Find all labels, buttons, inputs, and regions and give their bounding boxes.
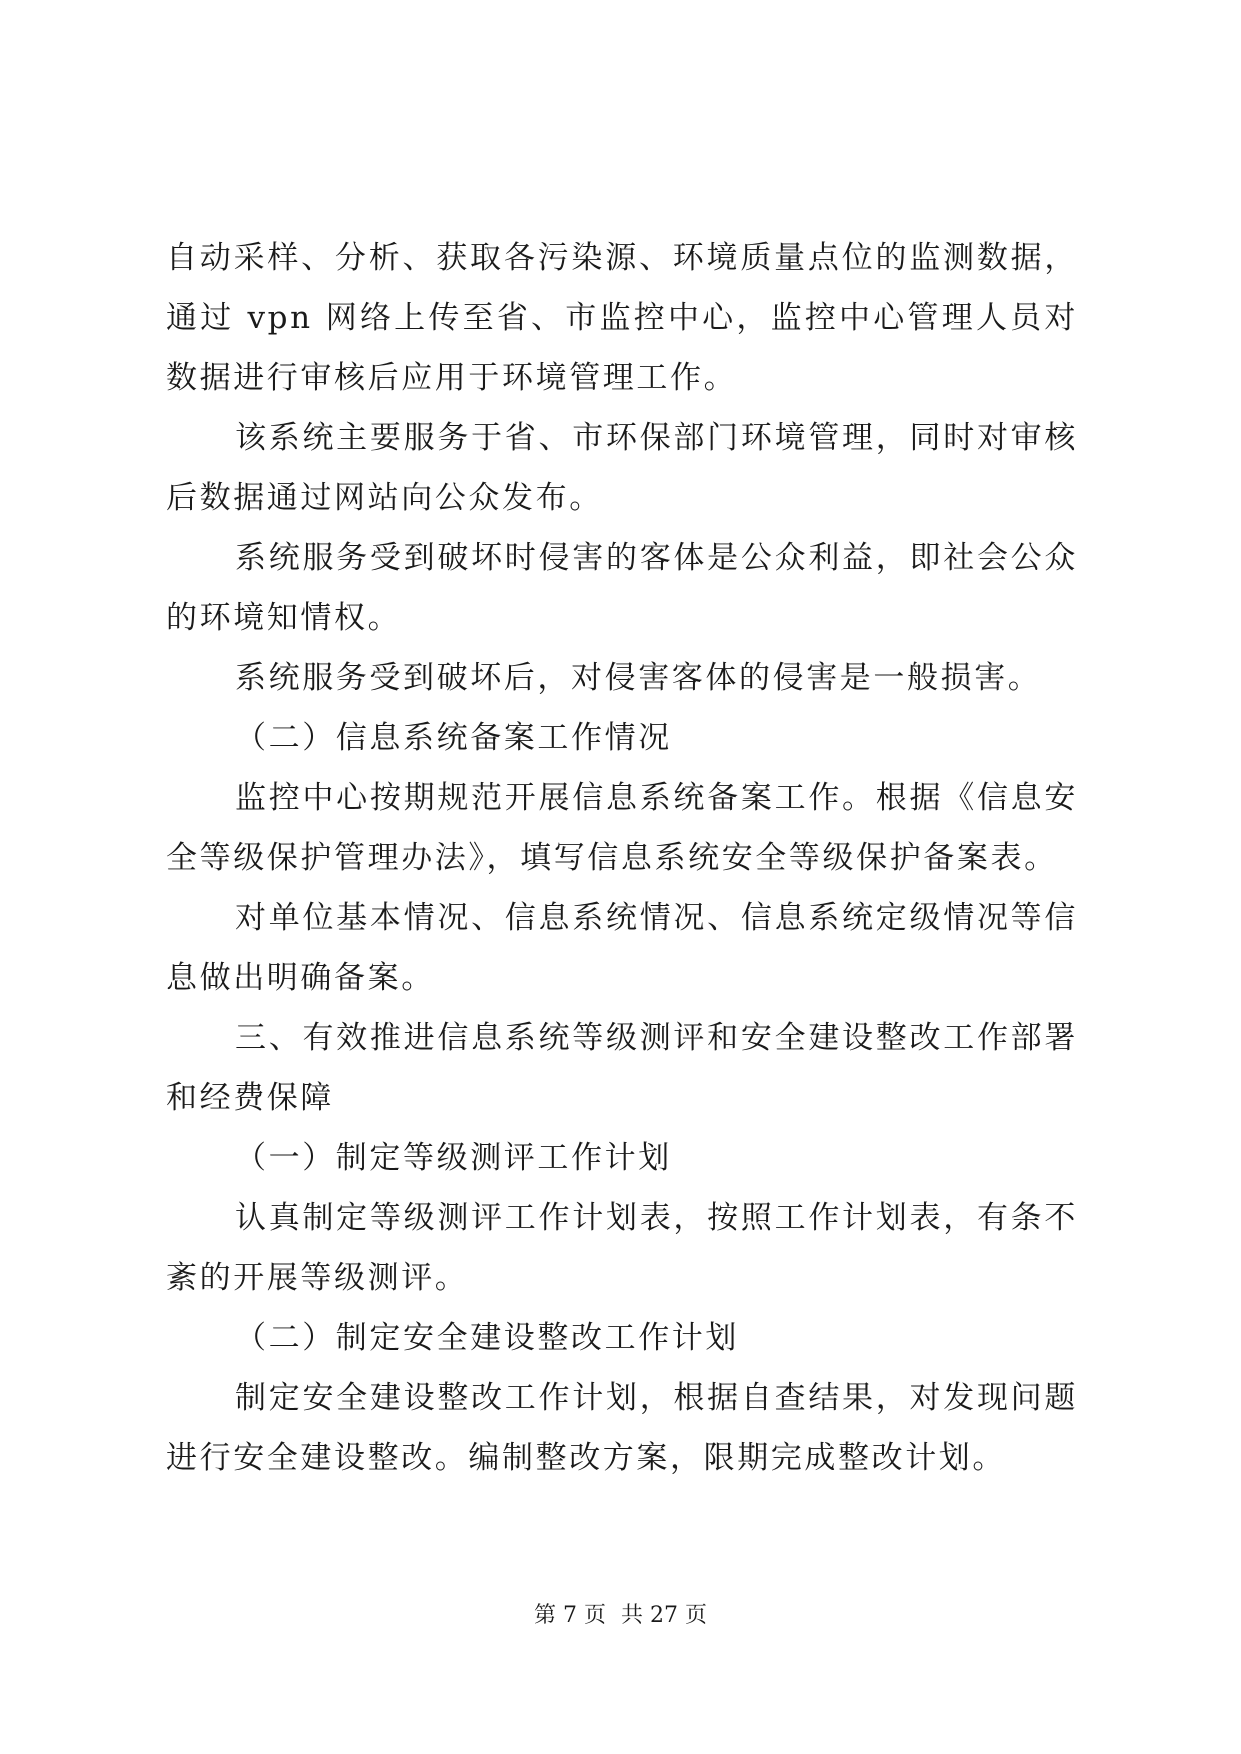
document-body <box>166 228 1078 1488</box>
section-heading-evaluation-plan: （一）制定等级测评工作计划 <box>235 1140 672 1176</box>
paragraph-evaluation-plan: 认真制定等级测评工作计划表，按照工作计划表，有条不紊的开展等级测评。 <box>166 1200 1078 1296</box>
paragraph-filing-work: 监控中心按期规范开展信息系统备案工作。根据《信息安全等级保护管理办法》，填写信息系统安全等级保护备案表。 <box>166 780 1078 876</box>
paragraph-rectification-plan: 制定安全建设整改工作计划，根据自查结果，对发现问题进行安全建设整改。编制整改方案，限期完成整改计划。 <box>166 1380 1078 1476</box>
page-footer <box>0 1601 1241 1631</box>
section-heading-three: 三、有效推进信息系统等级测评和安全建设整改工作部署和经费保障 <box>166 1020 1078 1116</box>
section-heading-rectification-plan: （二）制定安全建设整改工作计划 <box>235 1320 739 1356</box>
paragraph-monitoring-data: 自动采样、分析、获取各污染源、环境质量点位的监测数据，通过 vpn 网络上传至省、市监控中心，监控中心管理人员对数据进行审核后应用于环境管理工作。 <box>166 240 1078 396</box>
paragraph-infringed-object: 系统服务受到破坏时侵害的客体是公众利益，即社会公众的环境知情权。 <box>166 540 1078 636</box>
paragraph-damage-level: 系统服务受到破坏后，对侵害客体的侵害是一般损害。 <box>235 660 1042 696</box>
page-number: 第 7 页 <box>534 1603 606 1628</box>
section-heading-filing: （二）信息系统备案工作情况 <box>235 720 672 756</box>
paragraph-filing-details: 对单位基本情况、信息系统情况、信息系统定级情况等信息做出明确备案。 <box>166 900 1078 996</box>
paragraph-system-service: 该系统主要服务于省、市环保部门环境管理，同时对审核后数据通过网站向公众发布。 <box>166 420 1078 516</box>
page-total: 共 27 页 <box>621 1603 707 1628</box>
